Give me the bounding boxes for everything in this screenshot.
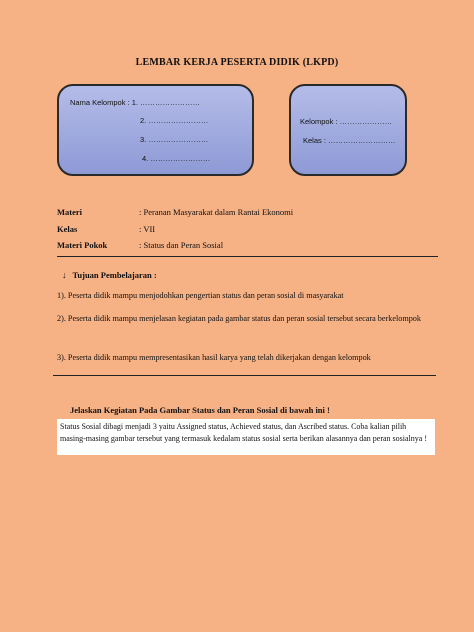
objective-item-2: 2). Peserta didik mampu menjelasan kegiatan pada gambar status dan peran sosial tersebut secara berkelompok <box>57 314 421 323</box>
divider-bottom <box>53 375 436 376</box>
meta-label: Materi Pokok <box>57 240 108 250</box>
group-name-line-2: 2. …………………… <box>140 116 209 125</box>
objective-item-3: 3). Peserta didik mampu mempresentasikan hasil karya yang telah dikerjakan dengan kelompok <box>57 353 371 362</box>
meta-value: : VII <box>139 224 156 234</box>
group-name-line-4: 4. …………………… <box>142 154 211 163</box>
meta-row-materi <box>57 207 437 217</box>
meta-row-kelas <box>57 224 437 234</box>
meta-value: : Peranan Masyarakat dalam Rantai Ekonomi <box>139 207 294 217</box>
instruction-text: Jelaskan Kegiatan Pada Gambar Status dan Peran Sosial di bawah ini ! <box>70 405 330 415</box>
kelas-field: Kelas : ……………………… <box>303 136 396 145</box>
meta-value: : Status dan Peran Sosial <box>139 240 224 250</box>
page-title: LEMBAR KERJA PESERTA DIDIK (LKPD) <box>135 57 339 68</box>
objectives-heading <box>62 270 157 280</box>
kelompok-field: Kelompok : ………………… <box>300 117 393 126</box>
meta-label: Kelas <box>57 224 78 234</box>
objectives-heading-text: Tujuan Pembelajaran : <box>72 270 157 280</box>
divider-top <box>57 256 438 257</box>
meta-row-materi-pokok <box>57 240 437 250</box>
group-info-box <box>289 84 407 176</box>
meta-label: Materi <box>57 207 83 217</box>
body-text-box: Status Sosial dibagi menjadi 3 yaitu Assigned status, Achieved status, dan Ascribed status. Coba kalian pilih masing-masing gambar tersebut yang termasuk kedalam status sosial serta berikan alasannya dan peran sosialnya ! <box>57 419 435 455</box>
group-name-line-3: 3. …………………… <box>140 135 209 144</box>
arrow-down-icon: ↓ <box>62 270 67 280</box>
group-name-line-1: Nama Kelompok : 1. …………………… <box>70 98 201 107</box>
group-members-box <box>57 84 254 176</box>
objective-item-1: 1). Peserta didik mampu menjodohkan pengertian status dan peran sosial di masyarakat <box>57 291 344 300</box>
